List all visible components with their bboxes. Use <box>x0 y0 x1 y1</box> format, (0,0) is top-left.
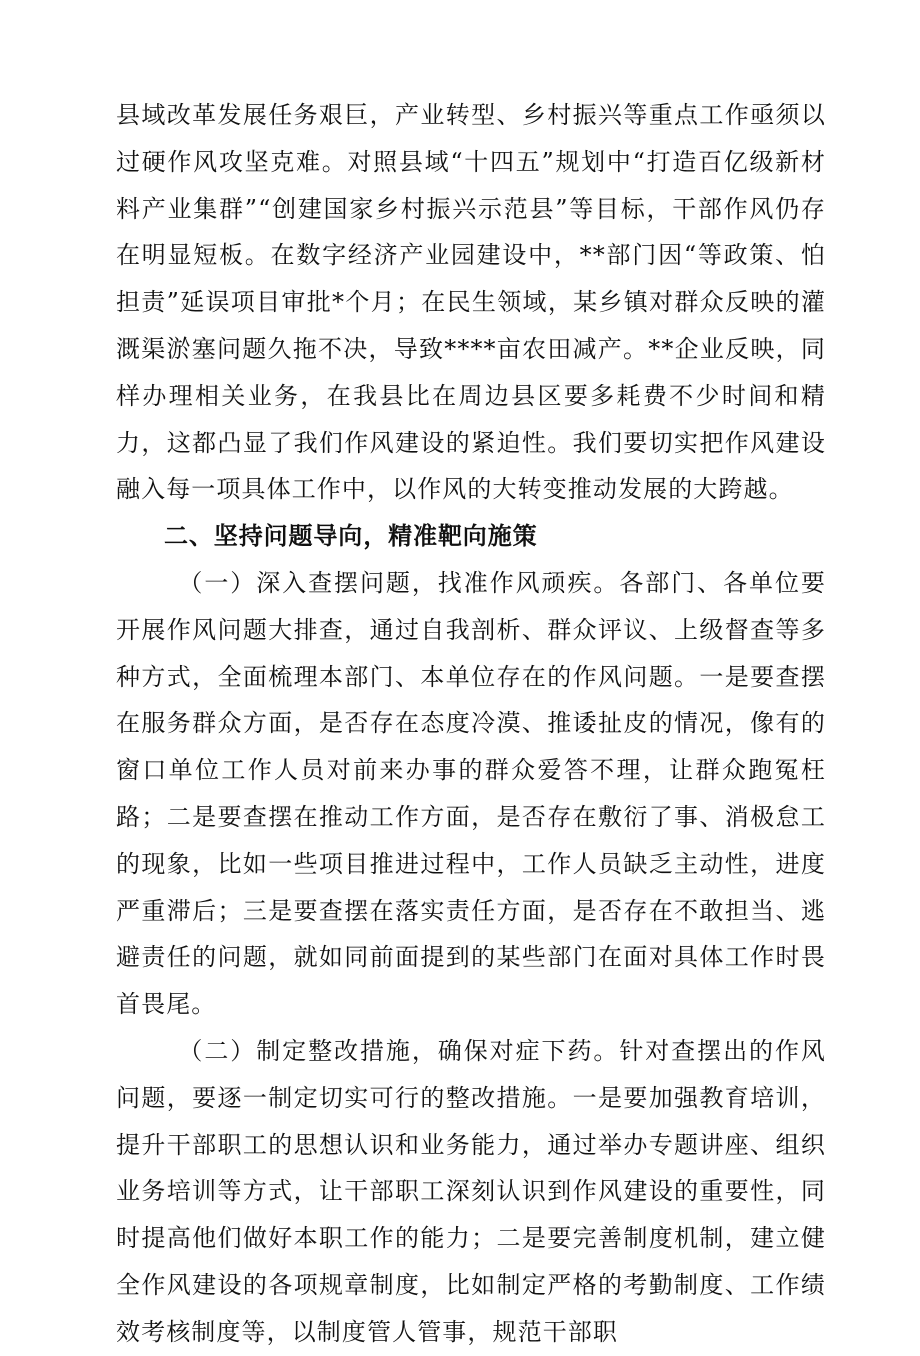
paragraph-subsection-2: （二）制定整改措施，确保对症下药。针对查摆出的作风问题，要逐一制定切实可行的整改措施。一是要加强教育培训，提升干部职工的思想认识和业务能力，通过举办专题讲座、组织业务培训等方式，让干部职工深刻认识到作风建设的重要性，同时提高他们做好本职工作的能力；二是要完善制度机制，建立健全作风建设的各项规章制度，比如制定严格的考勤制度、工作绩效考核制度等，以制度管人管事，规范干部职 <box>116 1036 826 1346</box>
paragraph-continuation: 县域改革发展任务艰巨，产业转型、乡村振兴等重点工作亟须以过硬作风攻坚克难。对照县域“十四五”规划中“打造百亿级新材料产业集群”“创建国家乡村振兴示范县”等目标，干部作风仍存在明显短板。在数字经济产业园建设中，**部门因“等政策、怕担责”延误项目审批*个月；在民生领域，某乡镇对群众反映的灌溉渠淤塞问题久拖不决，导致****亩农田减产。**企业反映，同样办理相关业务，在我县比在周边县区要多耗费不少时间和精力，这都凸显了我们作风建设的紧迫性。我们要切实把作风建设融入每一项具体工作中，以作风的大转变推动发展的大跨越。 <box>116 101 826 504</box>
paragraph-subsection-1: （一）深入查摆问题，找准作风顽疾。各部门、各单位要开展作风问题大排查，通过自我剖析、群众评议、上级督查等多种方式，全面梳理本部门、本单位存在的作风问题。一是要查摆在服务群众方面，是否存在态度冷漠、推诿扯皮的情况，像有的窗口单位工作人员对前来办事的群众爱答不理，让群众跑冤枉路；二是要查摆在推动工作方面，是否存在敷衍了事、消极怠工的现象，比如一些项目推进过程中，工作人员缺乏主动性，进度严重滞后；三是要查摆在落实责任方面，是否存在不敢担当、逃避责任的问题，就如同前面提到的某些部门在面对具体工作时畏首畏尾。 <box>116 568 826 1019</box>
document-body <box>116 92 826 1356</box>
section-heading: 二、坚持问题导向，精准靶向施策 <box>164 522 538 551</box>
